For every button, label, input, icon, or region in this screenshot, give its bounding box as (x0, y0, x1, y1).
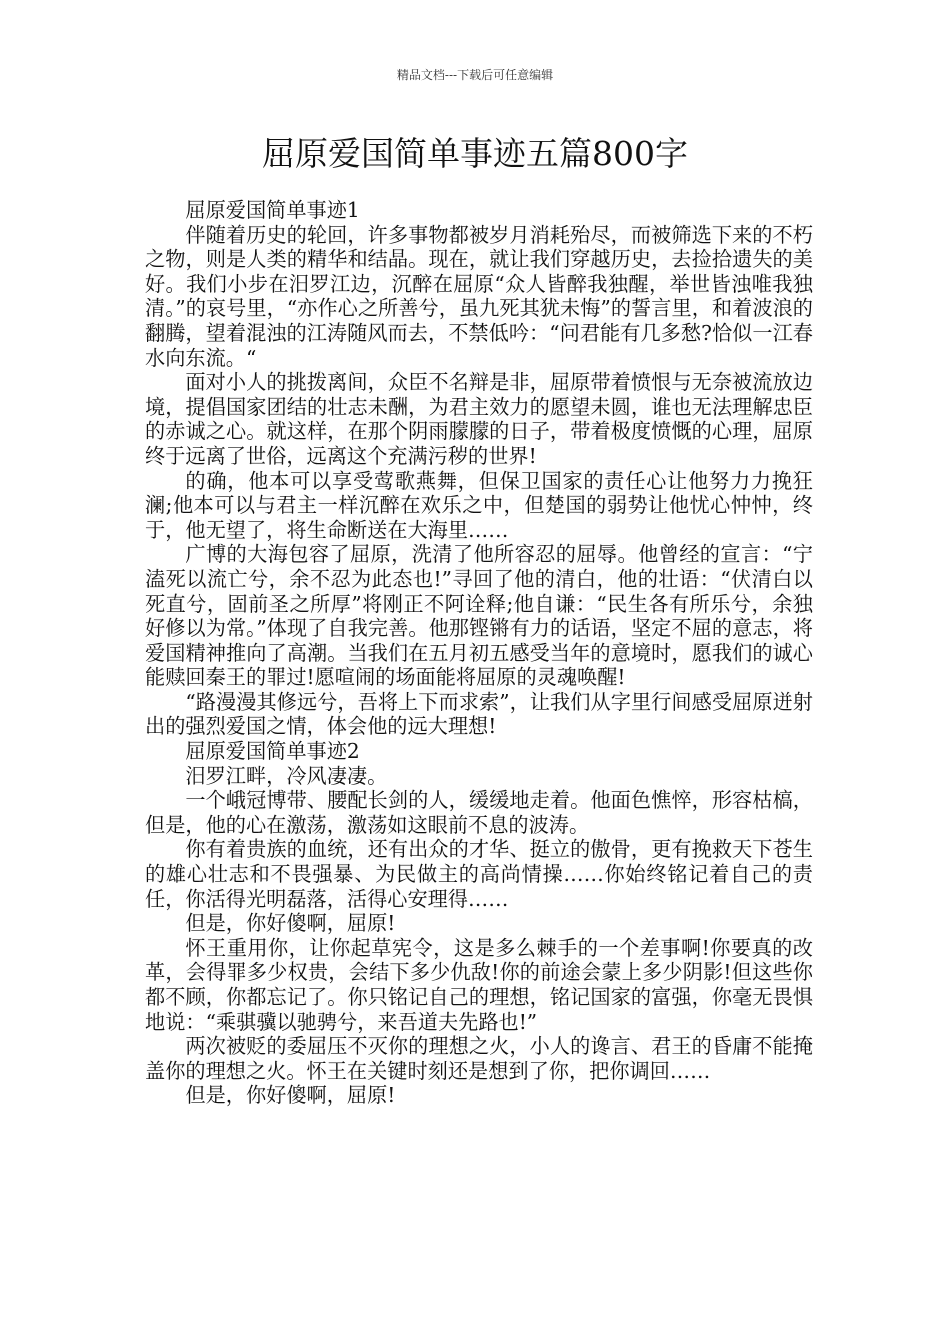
document-title: 屈原爱国简单事迹五篇800字 (262, 134, 688, 173)
paragraph: 一个峨冠博带、腰配长剑的人，缓缓地走着。他面色憔悴，形容枯槁，但是，他的心在激荡，激荡如这眼前不息的波涛。 (145, 788, 813, 837)
paragraph: 面对小人的挑拨离间，众臣不名辩是非，屈原带着愤恨与无奈被流放边境，提倡国家团结的壮志未酬，为君主效力的愿望未圆，谁也无法理解忠臣的赤诚之心。就这样，在那个阴雨朦朦的日子，带着极度愤慨的心理，屈原终于远离了世俗，远离这个充满污秽的世界! (145, 370, 813, 468)
section-heading: 屈原爱国简单事迹2 (185, 739, 360, 764)
paragraph: 汨罗江畔，冷风凄凄。 (185, 763, 388, 788)
paragraph: 伴随着历史的轮回，许多事物都被岁月消耗殆尽，而被筛选下来的不朽之物，则是人类的精华和结晶。现在，就让我们穿越历史，去捡拾遗失的美好。我们小步在汨罗江边，沉醉在屈原“众人皆醉我独醒，举世皆浊唯我独清。”的哀号里，“亦作心之所善兮，虽九死其犹未悔”的誓言里，和着波浪的翻腾，望着混浊的江涛随风而去，不禁低吟：“问君能有几多愁?恰似一江春水向东流。“ (145, 222, 813, 370)
paragraph: 的确，他本可以享受莺歌燕舞，但保卫国家的责任心让他努力力挽狂澜;他本可以与君主一样沉醉在欢乐之中，但楚国的弱势让他忧心忡忡，终于，他无望了，将生命断送在大海里…… (145, 468, 813, 542)
paragraph: 广博的大海包容了屈原，洗清了他所容忍的屈辱。他曾经的宣言：“宁溘死以流亡兮，余不忍为此态也!”寻回了他的清白，他的壮语：“伏清白以死直兮，固前圣之所厚”将刚正不阿诠释;他自谦：“民生各有所乐兮，余独好修以为常。”体现了自我完善。他那铿锵有力的话语，坚定不屈的意志，将爱国精神推向了高潮。当我们在五月初五感受当年的意境时，愿我们的诚心能赎回秦王的罪过!愿喧闹的场面能将屈原的灵魂唤醒! (145, 542, 813, 690)
paragraph: 但是，你好傻啊，屈原! (185, 911, 396, 936)
paragraph: “路漫漫其修远兮，吾将上下而求索”，让我们从字里行间感受屈原迸射出的强烈爱国之情，体会他的远大理想! (145, 689, 813, 739)
document-body (145, 198, 813, 1108)
paragraph: 但是，你好傻啊，屈原! (185, 1083, 396, 1108)
paragraph: 怀王重用你，让你起草宪令，这是多么棘手的一个差事啊!你要真的改革，会得罪多少权贵，会结下多少仇敌!你的前途会蒙上多少阴影!但这些你都不顾，你都忘记了。你只铭记自己的理想，铭记国家的富强，你毫无畏惧地说：“乘骐骥以驰骋兮，来吾道夫先路也!” (145, 935, 813, 1034)
section-heading: 屈原爱国简单事迹1 (185, 198, 360, 222)
paragraph: 两次被贬的委屈压不灭你的理想之火，小人的谗言、君王的昏庸不能掩盖你的理想之火。怀王在关键时刻还是想到了你，把你调回…… (145, 1034, 813, 1083)
paragraph: 你有着贵族的血统，还有出众的才华、挺立的傲骨，更有挽救天下苍生的雄心壮志和不畏强暴、为民做主的高尚情操……你始终铭记着自己的责任，你活得光明磊落，活得心安理得…… (145, 837, 813, 911)
header-note: 精品文档---下载后可任意编辑 (396, 68, 554, 82)
